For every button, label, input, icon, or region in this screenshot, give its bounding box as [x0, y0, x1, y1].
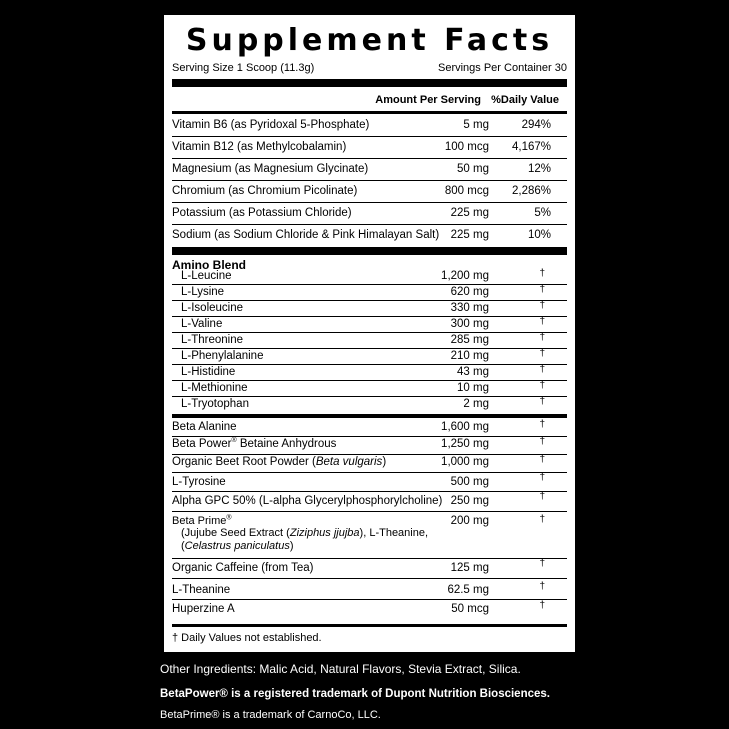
- blend-item-amount: 1,200 mg: [441, 270, 489, 282]
- dagger-mark: †: [539, 284, 545, 295]
- nutrient-dv: 4,167%: [511, 141, 551, 153]
- ingredient-name: Alpha GPC 50% (L-alpha Glycerylphosphorylcholine): [172, 495, 443, 507]
- blend-row: [172, 333, 567, 349]
- nutrient-dv: 10%: [527, 229, 551, 241]
- blend-item-name: L-Methionine: [181, 382, 248, 394]
- blend-item-amount: 330 mg: [450, 302, 489, 314]
- ingredient-amount: 200 mg: [450, 515, 489, 527]
- nutrient-amount: 5 mg: [463, 119, 489, 131]
- nutrient-name: Sodium (as Sodium Chloride & Pink Himalayan Salt): [172, 229, 440, 241]
- nutrient-dv: 12%: [527, 163, 551, 175]
- amino-blend-title: Amino Blend: [172, 258, 246, 272]
- blend-row: [172, 349, 567, 365]
- dagger-mark: †: [539, 268, 545, 279]
- ingredient-name: Beta Alanine: [172, 421, 237, 433]
- ingredient-amount: 1,250 mg: [441, 438, 489, 450]
- dagger-mark: †: [539, 514, 545, 525]
- ingredient-amount: 1,000 mg: [441, 456, 489, 468]
- blend-row: [172, 269, 567, 285]
- trademark-betaprime: BetaPrime® is a trademark of CarnoCo, LLC.: [160, 709, 381, 721]
- nutrient-name: Potassium (as Potassium Chloride): [172, 207, 352, 219]
- nutrient-name: Vitamin B6 (as Pyridoxal 5-Phosphate): [172, 119, 370, 131]
- ingredient-name: [172, 455, 386, 469]
- ingredient-name: [172, 514, 232, 528]
- bottom-divider: [172, 624, 567, 627]
- ingredient-row: [172, 492, 567, 512]
- panel-title: Supplement Facts: [185, 23, 554, 58]
- supplement-facts-panel: [164, 15, 575, 652]
- ingredient-name: Organic Caffeine (from Tea): [172, 562, 314, 574]
- serving-info: [172, 60, 567, 76]
- amount-header: Amount Per Serving: [375, 94, 481, 106]
- nutrient-name: Vitamin B12 (as Methylcobalamin): [172, 141, 347, 153]
- dagger-mark: †: [539, 581, 545, 592]
- nutrient-dv: 2,286%: [511, 185, 551, 197]
- nutrient-amount: 225 mg: [450, 229, 489, 241]
- ingredient-name: L-Theanine: [172, 584, 231, 596]
- dagger-mark: †: [539, 348, 545, 359]
- dagger-mark: †: [539, 380, 545, 391]
- registered-mark: ®: [231, 437, 237, 445]
- blend-item-name: L-Lysine: [181, 286, 225, 298]
- servings-per-container: Servings Per Container 30: [437, 62, 567, 74]
- ingredient-row: [172, 559, 567, 579]
- blend-item-amount: 10 mg: [457, 382, 489, 394]
- blend-item-amount: 620 mg: [450, 286, 489, 298]
- other-ingredients: Other Ingredients: Malic Acid, Natural Flavors, Stevia Extract, Silica.: [160, 662, 521, 676]
- ingredient-row: [172, 512, 567, 559]
- dagger-mark: †: [539, 436, 545, 447]
- nutrient-name: Chromium (as Chromium Picolinate): [172, 185, 358, 197]
- nutrient-amount: 50 mg: [457, 163, 489, 175]
- trademark-betapower: BetaPower® is a registered trademark of Dupont Nutrition Biosciences.: [160, 688, 550, 700]
- composition-text: (Jujube Seed Extract (: [181, 527, 290, 539]
- composition-text: ): [289, 540, 294, 552]
- nutrient-row: [172, 225, 567, 247]
- ingredient-row: [172, 420, 567, 437]
- ingredient-name: L-Tyrosine: [172, 476, 226, 488]
- beta-prime-composition: [181, 527, 428, 553]
- dagger-mark: †: [539, 396, 545, 407]
- nutrient-amount: 800 mcg: [444, 185, 489, 197]
- column-header: [172, 92, 567, 108]
- blend-item-amount: 43 mg: [457, 366, 489, 378]
- registered-mark: ®: [226, 514, 232, 522]
- nutrient-dv: 5%: [534, 207, 551, 219]
- nutrient-row: [172, 181, 567, 203]
- ingredient-name: [172, 437, 336, 451]
- blend-row: [172, 317, 567, 333]
- ingredient-name-part: Beta Prime: [172, 515, 227, 527]
- nutrient-row: [172, 115, 567, 137]
- nutrient-row: [172, 159, 567, 181]
- latin-name: Celastrus paniculatus: [184, 540, 290, 552]
- nutrient-amount: 100 mcg: [444, 141, 489, 153]
- thick-divider: [172, 247, 567, 255]
- ingredient-amount: 50 mcg: [451, 603, 489, 615]
- latin-name: Beta vulgaris: [315, 456, 383, 468]
- dagger-mark: †: [539, 558, 545, 569]
- nutrient-dv: 294%: [521, 119, 551, 131]
- blend-row: [172, 301, 567, 317]
- blend-item-name: L-Leucine: [181, 270, 232, 282]
- dagger-mark: †: [539, 332, 545, 343]
- nutrient-row: [172, 203, 567, 225]
- ingredient-amount: 62.5 mg: [447, 584, 489, 596]
- composition-text: (: [181, 540, 185, 552]
- blend-item-name: L-Valine: [181, 318, 223, 330]
- nutrient-row: [172, 137, 567, 159]
- blend-item-amount: 285 mg: [450, 334, 489, 346]
- blend-item-amount: 2 mg: [463, 398, 489, 410]
- dagger-mark: †: [539, 316, 545, 327]
- medium-divider: [172, 414, 567, 418]
- dagger-mark: †: [539, 454, 545, 465]
- blend-row: [172, 397, 567, 413]
- blend-row: [172, 381, 567, 397]
- ingredient-row: [172, 455, 567, 473]
- composition-text: ), L-Theanine,: [359, 527, 429, 539]
- ingredient-row: [172, 600, 567, 618]
- dagger-mark: †: [539, 300, 545, 311]
- ingredient-amount: 250 mg: [450, 495, 489, 507]
- header-divider: [172, 111, 567, 114]
- thick-divider: [172, 79, 567, 87]
- blend-item-amount: 300 mg: [450, 318, 489, 330]
- ingredient-amount: 1,600 mg: [441, 421, 489, 433]
- ingredient-amount: 500 mg: [450, 476, 489, 488]
- ingredient-name-part: Beta Power: [172, 438, 232, 450]
- ingredient-name-part: ): [382, 456, 387, 468]
- ingredient-amount: 125 mg: [450, 562, 489, 574]
- blend-item-amount: 210 mg: [450, 350, 489, 362]
- blend-item-name: L-Histidine: [181, 366, 236, 378]
- dagger-mark: †: [539, 419, 545, 430]
- blend-item-name: L-Tryotophan: [181, 398, 249, 410]
- ingredient-row: [172, 437, 567, 455]
- nutrient-name: Magnesium (as Magnesium Glycinate): [172, 163, 369, 175]
- dagger-mark: †: [539, 472, 545, 483]
- ingredient-row: [172, 473, 567, 492]
- ingredient-name: Huperzine A: [172, 603, 235, 615]
- blend-row: [172, 285, 567, 301]
- ingredient-row: [172, 579, 567, 600]
- blend-item-name: L-Isoleucine: [181, 302, 244, 314]
- latin-name: Ziziphus jjujba: [289, 527, 360, 539]
- dagger-mark: †: [539, 364, 545, 375]
- blend-item-name: L-Threonine: [181, 334, 244, 346]
- ingredient-name-part: Organic Beet Root Powder (: [172, 456, 316, 468]
- blend-row: [172, 365, 567, 381]
- blend-item-name: L-Phenylalanine: [181, 350, 264, 362]
- dv-header: %Daily Value: [491, 94, 559, 106]
- dagger-mark: †: [539, 491, 545, 502]
- serving-size: Serving Size 1 Scoop (11.3g): [172, 62, 315, 74]
- dagger-mark: †: [539, 600, 545, 611]
- nutrient-amount: 225 mg: [450, 207, 489, 219]
- ingredient-name-part: Betaine Anhydrous: [236, 438, 337, 450]
- footnote: † Daily Values not established.: [172, 632, 322, 644]
